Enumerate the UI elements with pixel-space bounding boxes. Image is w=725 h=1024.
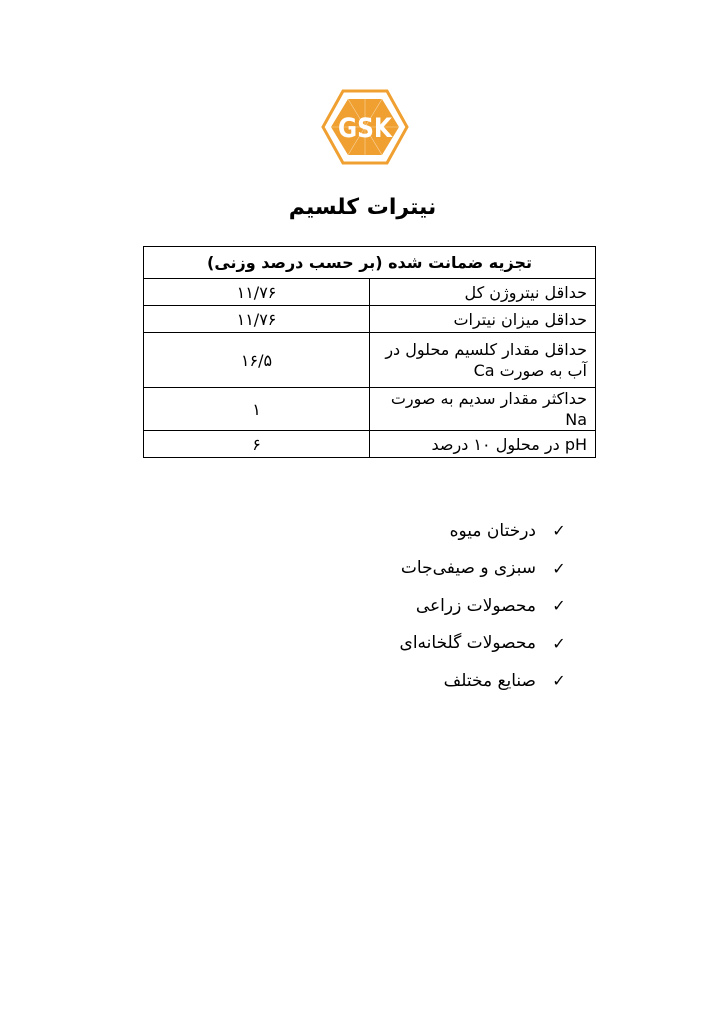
row-value: ۱ (144, 388, 370, 431)
row-label: حداقل مقدار کلسیم محلول در آب به صورت Ca (370, 333, 596, 388)
row-value: ۶ (144, 431, 370, 458)
row-value: ۱۶/۵ (144, 333, 370, 388)
list-item (300, 625, 570, 663)
list-item (300, 587, 570, 625)
list-item (300, 512, 570, 550)
check-icon: ✓ (552, 521, 566, 541)
row-label: pH در محلول ۱۰ درصد (370, 431, 596, 458)
table-row (144, 431, 596, 458)
list-item-label: سبزی و صیفی‌جات (400, 558, 536, 579)
product-title: نیترات کلسیم (288, 195, 437, 220)
gsk-logo (321, 89, 409, 165)
row-label: حداقل میزان نیترات (370, 306, 596, 333)
table-row (144, 333, 596, 388)
list-item (300, 550, 570, 588)
list-item-label: صنایع مختلف (443, 670, 536, 691)
applications-list (300, 512, 570, 700)
check-icon: ✓ (552, 671, 566, 691)
row-label: حداکثر مقدار سدیم به صورت Na (370, 388, 596, 431)
list-item-label: محصولات گلخانه‌ای (399, 633, 536, 654)
list-item-label: محصولات زراعی (415, 595, 536, 616)
analysis-table (143, 246, 596, 458)
list-item (300, 662, 570, 700)
logo-text: GSK (338, 113, 393, 144)
table-header-row (144, 247, 596, 279)
row-value: ۱۱/۷۶ (144, 306, 370, 333)
table-row (144, 306, 596, 333)
check-icon: ✓ (552, 633, 566, 653)
row-label: حداقل نیتروژن کل (370, 279, 596, 306)
table-row (144, 279, 596, 306)
table-header: تجزیه ضمانت شده (بر حسب درصد وزنی) (144, 247, 596, 279)
list-item-label: درختان میوه (449, 520, 536, 541)
check-icon: ✓ (552, 596, 566, 616)
check-icon: ✓ (552, 558, 566, 578)
table-row (144, 388, 596, 431)
row-value: ۱۱/۷۶ (144, 279, 370, 306)
